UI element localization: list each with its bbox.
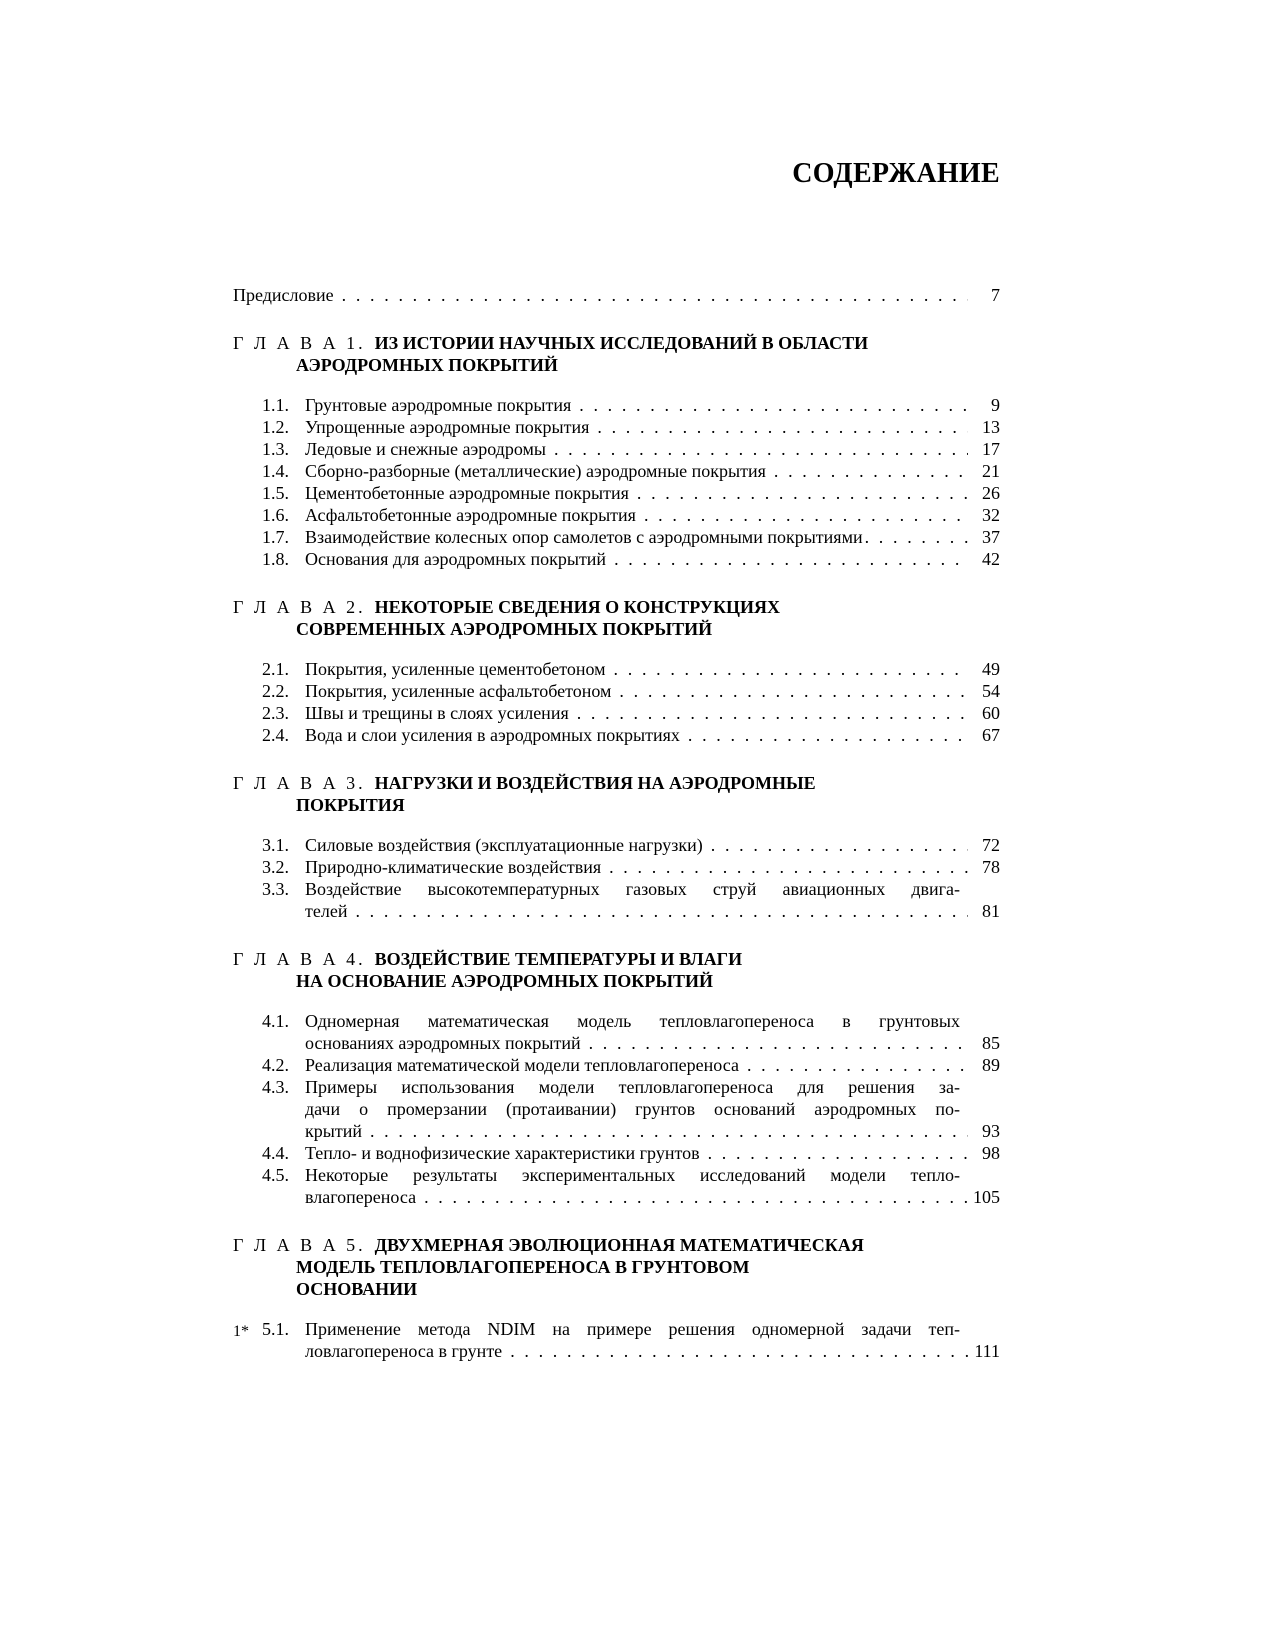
chapter-title: НАГРУЗКИ И ВОЗДЕЙСТВИЯ НА АЭРОДРОМНЫЕ (374, 773, 816, 793)
chapter-5-entries (233, 1318, 1000, 1362)
dot-leader (424, 1186, 967, 1208)
section-number: 4.4. (262, 1143, 289, 1163)
toc-entry-text: Ледовые и снежные аэродромы (305, 439, 546, 459)
chapter-title-cont: АЭРОДРОМНЫХ ПОКРЫТИЙ (296, 355, 558, 375)
toc-entry-4-4[interactable] (233, 1142, 1000, 1164)
toc-entry-text: Сборно-разборные (металлические) аэродромные покрытия (305, 461, 766, 481)
chapter-heading-5 (233, 1234, 1000, 1300)
toc-entry-5-1[interactable] (233, 1318, 1000, 1362)
dot-leader (614, 548, 968, 570)
toc-entry-1-2[interactable] (233, 416, 1000, 438)
dot-leader (355, 900, 968, 922)
toc-entry-text-cont: телей (305, 901, 348, 921)
chapter-label: Г Л А В А 5. (233, 1235, 366, 1255)
toc-entry-3-1[interactable] (233, 834, 1000, 856)
toc-entry-text: Упрощенные аэродромные покрытия (305, 417, 590, 437)
toc-page-number: 85 (982, 1033, 1000, 1053)
chapter-label: Г Л А В А 3. (233, 773, 366, 793)
toc-entry-text: Асфальтобетонные аэродромные покрытия (305, 505, 636, 525)
toc-entry-3-3[interactable] (233, 878, 1000, 922)
toc-page-number: 67 (982, 725, 1000, 745)
dot-leader (637, 482, 968, 504)
chapter-4-entries (233, 1010, 1000, 1208)
toc-page-number: 93 (982, 1121, 1000, 1141)
chapter-label: Г Л А В А 2. (233, 597, 366, 617)
chapter-title: ДВУХМЕРНАЯ ЭВОЛЮЦИОННАЯ МАТЕМАТИЧЕСКАЯ (374, 1235, 864, 1255)
chapter-title-cont: ОСНОВАНИИ (296, 1279, 418, 1299)
toc-entry-text: Покрытия, усиленные асфальтобетоном (305, 681, 612, 701)
section-number: 1.6. (262, 505, 289, 525)
table-of-contents (233, 284, 1000, 1362)
section-number: 1.4. (262, 461, 289, 481)
toc-entry-1-6[interactable] (233, 504, 1000, 526)
toc-entry-text: Применение метода NDIM на примере решения одномерной задачи теп- (305, 1319, 960, 1339)
toc-entry-1-8[interactable] (233, 548, 1000, 570)
chapter-title-cont: СОВРЕМЕННЫХ АЭРОДРОМНЫХ ПОКРЫТИЙ (296, 619, 713, 639)
toc-entry-text: Одномерная математическая модель тепловлагопереноса в грунтовых (305, 1011, 960, 1031)
toc-entry-2-2[interactable] (233, 680, 1000, 702)
section-number: 1.5. (262, 483, 289, 503)
chapter-title: НЕКОТОРЫЕ СВЕДЕНИЯ О КОНСТРУКЦИЯХ (374, 597, 781, 617)
dot-leader (711, 834, 968, 856)
section-number: 2.3. (262, 703, 289, 723)
chapter-label: Г Л А В А 1. (233, 333, 366, 353)
section-number: 1.3. (262, 439, 289, 459)
section-number: 1.7. (262, 527, 289, 547)
chapter-heading-2 (233, 596, 1000, 640)
toc-page-number: 81 (982, 901, 1000, 921)
signature-mark: 1* (233, 1323, 249, 1340)
toc-page-number: 49 (982, 659, 1000, 679)
chapter-title: ИЗ ИСТОРИИ НАУЧНЫХ ИССЛЕДОВАНИЙ В ОБЛАСТИ (374, 333, 869, 353)
toc-entry-1-5[interactable] (233, 482, 1000, 504)
chapter-title: ВОЗДЕЙСТВИЕ ТЕМПЕРАТУРЫ И ВЛАГИ (374, 949, 743, 969)
toc-entry-text: Цементобетонные аэродромные покрытия (305, 483, 629, 503)
section-number: 4.2. (262, 1055, 289, 1075)
toc-entry-text: Грунтовые аэродромные покрытия (305, 395, 572, 415)
toc-page-number: 111 (974, 1341, 1000, 1361)
toc-entry-text-cont: основаниях аэродромных покрытий (305, 1033, 581, 1053)
dot-leader (614, 658, 968, 680)
toc-page-number: 60 (982, 703, 1000, 723)
dot-leader (609, 856, 968, 878)
chapter-label: Г Л А В А 4. (233, 949, 366, 969)
toc-page-number: 78 (982, 857, 1000, 877)
toc-entry-4-2[interactable] (233, 1054, 1000, 1076)
toc-page-number: 89 (982, 1055, 1000, 1075)
section-number: 4.3. (262, 1077, 289, 1097)
toc-entry-text-cont: крытий (305, 1121, 362, 1141)
toc-entry-2-4[interactable] (233, 724, 1000, 746)
dot-leader (708, 1142, 968, 1164)
toc-entry-1-4[interactable] (233, 460, 1000, 482)
dot-leader (644, 504, 968, 526)
section-number: 3.3. (262, 879, 289, 899)
section-number: 1.8. (262, 549, 289, 569)
toc-entry-1-7[interactable] (233, 526, 1000, 548)
dot-leader (510, 1340, 968, 1362)
section-number: 1.2. (262, 417, 289, 437)
toc-entry-4-3[interactable] (233, 1076, 1000, 1142)
toc-entry-text: Силовые воздействия (эксплуатационные нагрузки) (305, 835, 703, 855)
toc-entry-4-1[interactable] (233, 1010, 1000, 1054)
dot-leader (747, 1054, 968, 1076)
chapter-title-cont: ПОКРЫТИЯ (296, 795, 405, 815)
dot-leader (774, 460, 968, 482)
page-title: СОДЕРЖАНИЕ (792, 158, 1000, 189)
toc-page-number: 26 (982, 483, 1000, 503)
toc-entry-text: Некоторые результаты экспериментальных исследований модели тепло- (305, 1165, 960, 1185)
section-number: 4.5. (262, 1165, 289, 1185)
chapter-heading-4 (233, 948, 1000, 992)
section-number: 2.1. (262, 659, 289, 679)
toc-entry-text: Примеры использования модели тепловлагопереноса для решения за- (305, 1077, 960, 1097)
section-number: 4.1. (262, 1011, 289, 1031)
toc-entry-text-cont: дачи о промерзании (протаивании) грунтов оснований аэродромных по- (305, 1099, 960, 1119)
toc-entry-text: Тепло- и воднофизические характеристики грунтов (305, 1143, 700, 1163)
toc-entry-text: Швы и трещины в слоях усиления (305, 703, 569, 723)
toc-entry-3-2[interactable] (233, 856, 1000, 878)
toc-page-number: 32 (982, 505, 1000, 525)
section-number: 3.1. (262, 835, 289, 855)
toc-preface[interactable] (233, 284, 1000, 306)
dot-leader (589, 1032, 968, 1054)
toc-entry-text-cont: ловлагопереноса в грунте (305, 1341, 503, 1361)
toc-entry-2-1[interactable] (233, 658, 1000, 680)
toc-page-number: 105 (973, 1187, 1000, 1207)
chapter-heading-1 (233, 332, 1000, 376)
section-number: 2.2. (262, 681, 289, 701)
toc-entry-text: Реализация математической модели тепловлагопереноса (305, 1055, 739, 1075)
section-number: 3.2. (262, 857, 289, 877)
toc-page-number: 21 (982, 461, 1000, 481)
toc-page-number: 37 (982, 527, 1000, 547)
dot-leader (597, 416, 968, 438)
dot-leader (577, 702, 968, 724)
toc-entry-text: Покрытия, усиленные цементобетоном (305, 659, 606, 679)
toc-entry-text: Предисловие (233, 285, 334, 305)
dot-leader (370, 1120, 968, 1142)
toc-page-number: 17 (982, 439, 1000, 459)
toc-page-number: 72 (982, 835, 1000, 855)
toc-entry-1-3[interactable] (233, 438, 1000, 460)
toc-entry-text: Природно-климатические воздействия (305, 857, 602, 877)
chapter-heading-3 (233, 772, 1000, 816)
chapter-title-cont: МОДЕЛЬ ТЕПЛОВЛАГОПЕРЕНОСА В ГРУНТОВОМ (296, 1257, 750, 1277)
toc-entry-1-1[interactable] (233, 394, 1000, 416)
toc-entry-text: Основания для аэродромных покрытий (305, 549, 607, 569)
dot-leader (554, 438, 968, 460)
dot-leader (688, 724, 968, 746)
toc-page-number: 98 (982, 1143, 1000, 1163)
chapter-title-cont: НА ОСНОВАНИЕ АЭРОДРОМНЫХ ПОКРЫТИЙ (296, 971, 714, 991)
toc-entry-text: Взаимодействие колесных опор самолетов с аэродромными покрытиями (305, 527, 863, 547)
toc-entry-text: Воздействие высокотемпературных газовых струй авиационных двига- (305, 879, 960, 899)
section-number: 1.1. (262, 395, 289, 415)
chapter-3-entries (233, 834, 1000, 922)
chapter-1-entries (233, 394, 1000, 570)
toc-page-number: 7 (991, 285, 1000, 305)
toc-entry-2-3[interactable] (233, 702, 1000, 724)
dot-leader (342, 284, 968, 306)
dot-leader (579, 394, 968, 416)
section-number: 5.1. (262, 1319, 289, 1339)
chapter-2-entries (233, 658, 1000, 746)
toc-page-number: 42 (982, 549, 1000, 569)
dot-leader (865, 526, 968, 548)
toc-page-number: 13 (982, 417, 1000, 437)
toc-entry-text: Вода и слои усиления в аэродромных покрытиях (305, 725, 680, 745)
toc-entry-text-cont: влагопереноса (305, 1187, 417, 1207)
section-number: 2.4. (262, 725, 289, 745)
toc-page-number: 9 (991, 395, 1000, 415)
toc-page-number: 54 (982, 681, 1000, 701)
toc-entry-4-5[interactable] (233, 1164, 1000, 1208)
dot-leader (619, 680, 968, 702)
